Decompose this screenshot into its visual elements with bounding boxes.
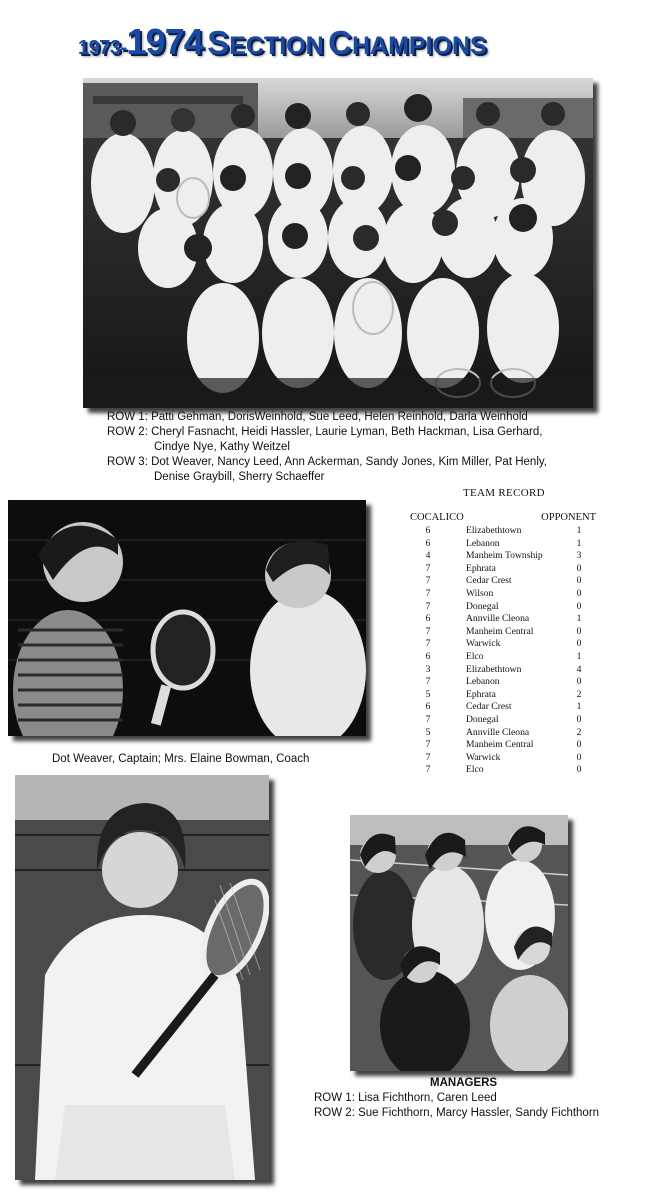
record-opponent-score: 0 xyxy=(576,764,582,776)
managers-row-2: ROW 2: Sue Fichthorn, Marcy Hassler, Sandy Fichthorn xyxy=(314,1107,600,1119)
record-cocalico-score: 4 xyxy=(425,550,431,562)
record-row xyxy=(420,613,596,626)
captain-coach-image xyxy=(8,500,366,736)
record-cocalico-score: 6 xyxy=(425,537,431,549)
record-row xyxy=(420,727,596,740)
record-opponent-score: 1 xyxy=(576,650,582,662)
record-opponent-score: 1 xyxy=(576,701,582,713)
record-opponent-score: 3 xyxy=(576,550,582,562)
record-cocalico-score: 7 xyxy=(425,713,431,725)
caption-row-2-cont: Cindye Nye, Kathy Weitzel xyxy=(154,441,290,453)
team-record-title: TEAM RECORD xyxy=(463,487,545,499)
record-row xyxy=(420,752,596,765)
record-opponent-score: 0 xyxy=(576,562,582,574)
title-word1-cap: S xyxy=(207,24,230,61)
record-row xyxy=(420,714,596,727)
record-row xyxy=(420,676,596,689)
record-cocalico-score: 5 xyxy=(425,726,431,738)
team-caption xyxy=(107,410,547,485)
record-row xyxy=(420,626,596,639)
record-cocalico-score: 7 xyxy=(425,587,431,599)
record-row xyxy=(420,701,596,714)
record-opponent-name: Donegal xyxy=(466,713,499,725)
record-opponent-score: 0 xyxy=(576,739,582,751)
record-row xyxy=(420,638,596,651)
record-opponent-name: Warwick xyxy=(466,751,501,763)
record-row xyxy=(420,664,596,677)
record-cocalico-score: 7 xyxy=(425,751,431,763)
record-row xyxy=(420,563,596,576)
record-opponent-name: Ephrata xyxy=(466,688,496,700)
managers-photo xyxy=(350,815,568,1071)
record-opponent-name: Manheim Central xyxy=(466,739,534,751)
record-opponent-name: Ephrata xyxy=(466,562,496,574)
record-opponent-name: Donegal xyxy=(466,600,499,612)
caption-row-1: ROW 1: Patti Gehman, DorisWeinhold, Sue Leed, Helen Reinhold, Darla Weinhold xyxy=(107,411,528,423)
caption-row-2: ROW 2: Cheryl Fasnacht, Heidi Hassler, Laurie Lyman, Beth Hackman, Lisa Gerhard, xyxy=(107,426,543,438)
managers-title: MANAGERS xyxy=(430,1077,498,1089)
captain-caption: Dot Weaver, Captain; Mrs. Elaine Bowman, Coach xyxy=(52,753,310,765)
record-row xyxy=(420,651,596,664)
caption-row-3: ROW 3: Dot Weaver, Nancy Leed, Ann Ackerman, Sandy Jones, Kim Miller, Pat Henly, xyxy=(107,456,547,468)
record-opponent-score: 1 xyxy=(576,525,582,536)
record-row xyxy=(420,739,596,752)
col-header-opponent: OPPONENT xyxy=(541,512,596,523)
record-row xyxy=(420,588,596,601)
player-image xyxy=(15,775,269,1180)
record-row xyxy=(420,764,596,777)
col-header-cocalico: COCALICO xyxy=(410,512,464,523)
captain-coach-photo xyxy=(8,500,366,736)
record-opponent-score: 0 xyxy=(576,625,582,637)
record-cocalico-score: 6 xyxy=(425,525,431,536)
record-cocalico-score: 7 xyxy=(425,625,431,637)
record-opponent-name: Elizabethtown xyxy=(466,663,522,675)
record-opponent-score: 0 xyxy=(576,713,582,725)
record-row xyxy=(420,575,596,588)
title-word2-rest: HAMPIONS xyxy=(351,32,487,60)
managers-caption xyxy=(314,1091,599,1121)
record-opponent-name: Cedar Crest xyxy=(466,701,512,713)
record-opponent-name: Cedar Crest xyxy=(466,575,512,587)
record-cocalico-score: 6 xyxy=(425,701,431,713)
record-opponent-score: 2 xyxy=(576,726,582,738)
record-opponent-name: Annville Cleona xyxy=(466,613,530,625)
title-word2-cap: C xyxy=(328,24,352,61)
team-photo-image xyxy=(83,78,593,408)
managers-row-1: ROW 1: Lisa Fichthorn, Caren Leed xyxy=(314,1092,497,1104)
record-cocalico-score: 7 xyxy=(425,739,431,751)
record-opponent-score: 0 xyxy=(576,676,582,688)
record-cocalico-score: 5 xyxy=(425,688,431,700)
record-cocalico-score: 6 xyxy=(425,650,431,662)
record-opponent-score: 1 xyxy=(576,613,582,625)
record-opponent-score: 0 xyxy=(576,587,582,599)
record-cocalico-score: 7 xyxy=(425,676,431,688)
team-record-table xyxy=(420,525,596,777)
record-row xyxy=(420,550,596,563)
record-opponent-name: Manheim Township xyxy=(466,550,543,562)
record-opponent-score: 0 xyxy=(576,600,582,612)
record-cocalico-score: 7 xyxy=(425,600,431,612)
player-photo xyxy=(15,775,269,1180)
record-cocalico-score: 7 xyxy=(425,575,431,587)
record-opponent-name: Wilson xyxy=(466,587,494,599)
record-opponent-name: Lebanon xyxy=(466,537,500,549)
record-opponent-score: 0 xyxy=(576,751,582,763)
title-word1-rest: ECTION xyxy=(229,32,324,60)
record-opponent-score: 4 xyxy=(576,663,582,675)
record-opponent-score: 0 xyxy=(576,575,582,587)
record-opponent-name: Manheim Central xyxy=(466,625,534,637)
managers-image xyxy=(350,815,568,1071)
team-record-headers xyxy=(410,512,596,524)
record-opponent-name: Elco xyxy=(466,650,484,662)
record-opponent-score: 2 xyxy=(576,688,582,700)
record-row xyxy=(420,538,596,551)
record-row xyxy=(420,601,596,614)
record-opponent-name: Annville Cleona xyxy=(466,726,530,738)
record-cocalico-score: 7 xyxy=(425,764,431,776)
title-year-prefix: 1973- xyxy=(78,37,127,59)
record-cocalico-score: 3 xyxy=(425,663,431,675)
record-opponent-score: 0 xyxy=(576,638,582,650)
record-cocalico-score: 7 xyxy=(425,638,431,650)
record-opponent-name: Elizabethtown xyxy=(466,525,522,536)
record-opponent-name: Warwick xyxy=(466,638,501,650)
record-row xyxy=(420,525,596,538)
record-opponent-score: 1 xyxy=(576,537,582,549)
record-row xyxy=(420,689,596,702)
record-opponent-name: Lebanon xyxy=(466,676,500,688)
caption-row-3-cont: Denise Graybill, Sherry Schaeffer xyxy=(154,471,325,483)
page-title xyxy=(78,21,487,62)
record-opponent-name: Elco xyxy=(466,764,484,776)
title-year: 1974 xyxy=(126,21,203,62)
team-photo xyxy=(83,78,593,408)
record-cocalico-score: 6 xyxy=(425,613,431,625)
record-cocalico-score: 7 xyxy=(425,562,431,574)
